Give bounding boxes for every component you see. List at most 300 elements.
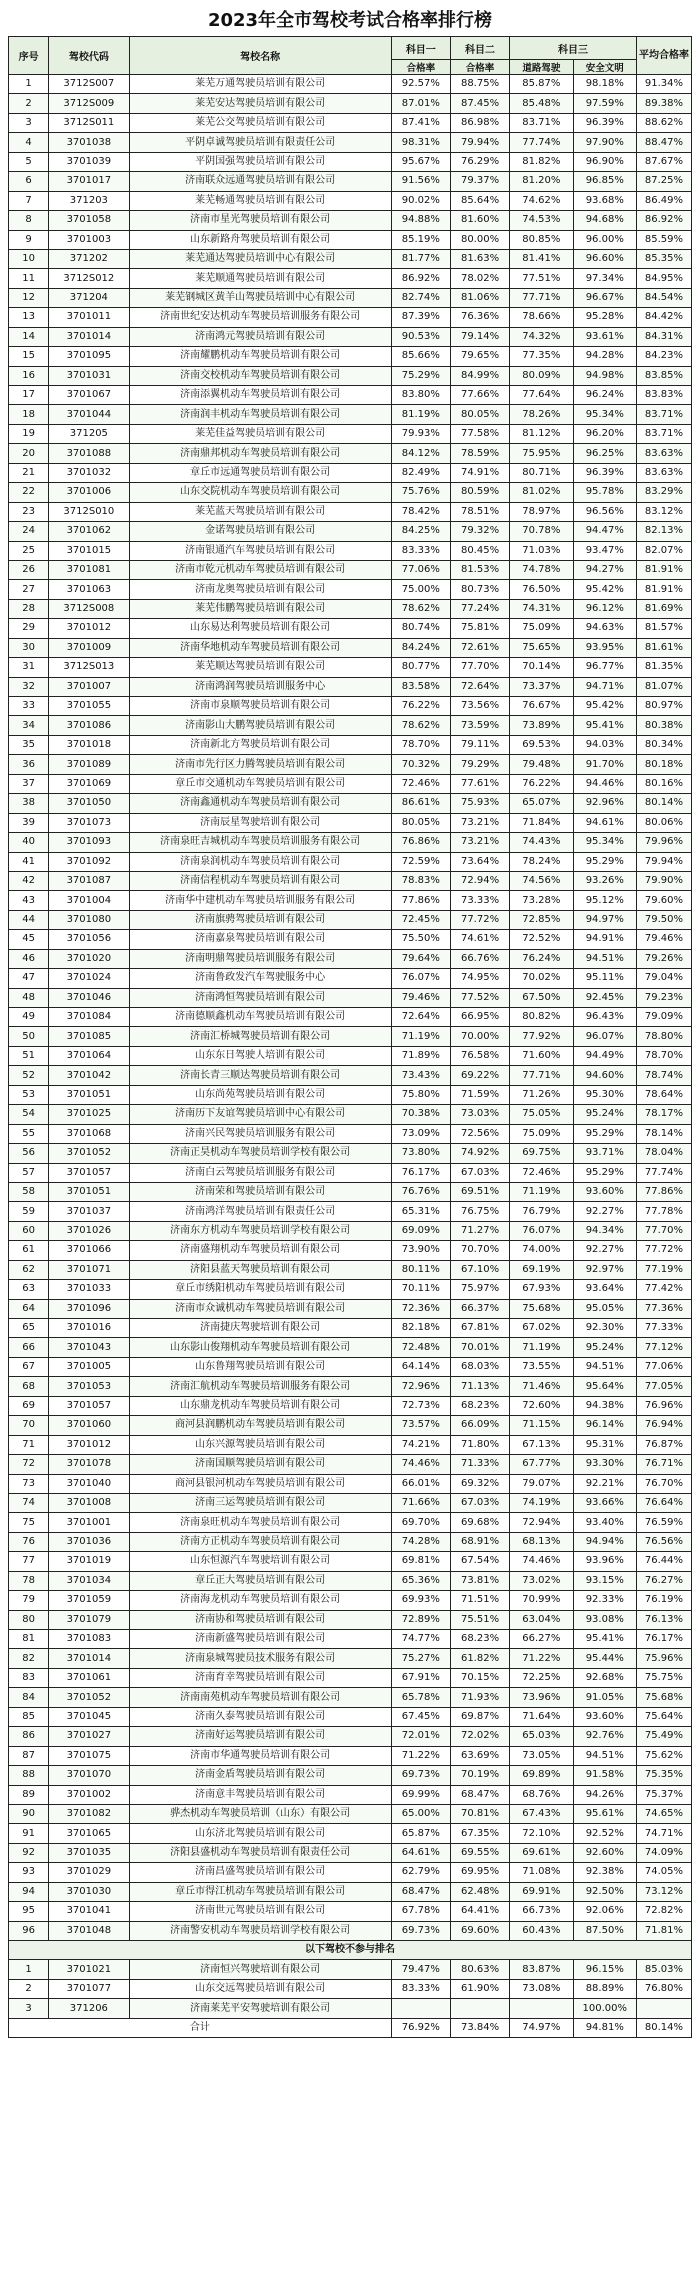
cell-k2: 79.94% bbox=[450, 133, 509, 152]
cell-k1: 64.61% bbox=[391, 1843, 450, 1862]
cell-k3b: 92.52% bbox=[573, 1824, 636, 1843]
cell-name: 莱芜安达驾驶员培训有限公司 bbox=[129, 94, 391, 113]
cell-code: 3701017 bbox=[49, 172, 129, 191]
cell-k3a: 77.71% bbox=[510, 288, 573, 307]
cell-seq: 3 bbox=[9, 1999, 49, 2018]
cell-avg: 84.23% bbox=[636, 347, 691, 366]
cell-avg: 80.38% bbox=[636, 716, 691, 735]
cell-code: 3701051 bbox=[49, 1182, 129, 1201]
cell-avg: 77.86% bbox=[636, 1182, 691, 1201]
cell-avg: 78.70% bbox=[636, 1046, 691, 1065]
cell-avg: 77.19% bbox=[636, 1260, 691, 1279]
cell-seq: 31 bbox=[9, 658, 49, 677]
table-row bbox=[9, 1455, 692, 1474]
table-row bbox=[9, 1532, 692, 1551]
cell-k3a: 71.60% bbox=[510, 1046, 573, 1065]
cell-k3a: 73.02% bbox=[510, 1571, 573, 1590]
table-row bbox=[9, 1785, 692, 1804]
cell-k3b: 87.50% bbox=[573, 1921, 636, 1940]
cell-k3b: 97.90% bbox=[573, 133, 636, 152]
table-row bbox=[9, 1182, 692, 1201]
table-row bbox=[9, 677, 692, 696]
cell-code: 3701073 bbox=[49, 813, 129, 832]
cell-code: 3701046 bbox=[49, 988, 129, 1007]
cell-name: 山东恒源汽车驾驶培训有限公司 bbox=[129, 1552, 391, 1571]
cell-seq: 9 bbox=[9, 230, 49, 249]
table-row bbox=[9, 1163, 692, 1182]
cell-seq: 85 bbox=[9, 1707, 49, 1726]
cell-seq: 43 bbox=[9, 891, 49, 910]
cell-k1: 75.80% bbox=[391, 1085, 450, 1104]
cell-k2: 61.90% bbox=[450, 1979, 509, 1998]
cell-k3b: 97.59% bbox=[573, 94, 636, 113]
cell-k2: 70.70% bbox=[450, 1241, 509, 1260]
cell-avg: 81.35% bbox=[636, 658, 691, 677]
cell-name: 济南市众诚机动车驾驶员培训有限公司 bbox=[129, 1299, 391, 1318]
cell-k3b: 93.64% bbox=[573, 1280, 636, 1299]
cell-name: 济南市泉顺驾驶员培训有限公司 bbox=[129, 697, 391, 716]
cell-avg: 80.16% bbox=[636, 774, 691, 793]
cell-name: 济南鸿元驾驶员培训有限公司 bbox=[129, 327, 391, 346]
cell-seq: 87 bbox=[9, 1746, 49, 1765]
cell-k2: 84.99% bbox=[450, 366, 509, 385]
cell-k3b: 95.29% bbox=[573, 1124, 636, 1143]
cell-seq: 95 bbox=[9, 1902, 49, 1921]
cell-seq: 79 bbox=[9, 1591, 49, 1610]
cell-avg: 80.18% bbox=[636, 755, 691, 774]
cell-seq: 69 bbox=[9, 1396, 49, 1415]
cell-code: 371204 bbox=[49, 288, 129, 307]
table-row bbox=[9, 133, 692, 152]
cell-k1: 76.07% bbox=[391, 969, 450, 988]
cell-k3b: 96.60% bbox=[573, 249, 636, 268]
total-k1: 76.92% bbox=[391, 2018, 450, 2037]
cell-seq: 83 bbox=[9, 1668, 49, 1687]
cell-name: 济南鸿恒驾驶员培训有限公司 bbox=[129, 988, 391, 1007]
cell-k3b: 96.14% bbox=[573, 1416, 636, 1435]
cell-k3a: 72.25% bbox=[510, 1668, 573, 1687]
cell-seq: 61 bbox=[9, 1241, 49, 1260]
cell-avg: 88.62% bbox=[636, 113, 691, 132]
header-k3-safety: 安全文明 bbox=[573, 60, 636, 75]
cell-k3b: 96.07% bbox=[573, 1027, 636, 1046]
cell-k1: 69.93% bbox=[391, 1591, 450, 1610]
cell-k3b: 95.28% bbox=[573, 308, 636, 327]
cell-code: 3701038 bbox=[49, 133, 129, 152]
cell-k2: 73.56% bbox=[450, 697, 509, 716]
cell-seq: 38 bbox=[9, 794, 49, 813]
cell-avg: 83.12% bbox=[636, 502, 691, 521]
cell-seq: 2 bbox=[9, 1979, 49, 1998]
cell-k3b: 93.60% bbox=[573, 1182, 636, 1201]
cell-k3b: 95.41% bbox=[573, 1630, 636, 1649]
table-row bbox=[9, 1299, 692, 1318]
total-label: 合计 bbox=[9, 2018, 392, 2037]
table-row bbox=[9, 755, 692, 774]
cell-seq: 46 bbox=[9, 949, 49, 968]
header-name: 驾校名称 bbox=[129, 37, 391, 75]
cell-avg: 83.63% bbox=[636, 444, 691, 463]
cell-seq: 82 bbox=[9, 1649, 49, 1668]
cell-seq: 3 bbox=[9, 113, 49, 132]
cell-k2: 75.81% bbox=[450, 619, 509, 638]
cell-seq: 20 bbox=[9, 444, 49, 463]
cell-k2: 79.14% bbox=[450, 327, 509, 346]
cell-avg: 84.42% bbox=[636, 308, 691, 327]
cell-seq: 30 bbox=[9, 638, 49, 657]
cell-avg: 75.96% bbox=[636, 1649, 691, 1668]
cell-seq: 81 bbox=[9, 1630, 49, 1649]
cell-k1: 72.46% bbox=[391, 774, 450, 793]
cell-name: 济南长青三顺达驾驶员培训有限公司 bbox=[129, 1066, 391, 1085]
cell-name: 济南信程机动车驾驶员培训有限公司 bbox=[129, 871, 391, 890]
cell-k3a: 71.03% bbox=[510, 541, 573, 560]
cell-seq: 34 bbox=[9, 716, 49, 735]
cell-avg: 81.57% bbox=[636, 619, 691, 638]
cell-k3a: 81.41% bbox=[510, 249, 573, 268]
cell-k3a: 80.71% bbox=[510, 463, 573, 482]
cell-k3b: 92.38% bbox=[573, 1863, 636, 1882]
table-row bbox=[9, 1630, 692, 1649]
cell-k2: 77.52% bbox=[450, 988, 509, 1007]
cell-k3a: 81.82% bbox=[510, 152, 573, 171]
cell-k1: 67.45% bbox=[391, 1707, 450, 1726]
cell-avg: 73.12% bbox=[636, 1882, 691, 1901]
table-row bbox=[9, 1046, 692, 1065]
cell-k3a: 85.48% bbox=[510, 94, 573, 113]
cell-seq: 1 bbox=[9, 75, 49, 94]
cell-avg: 76.44% bbox=[636, 1552, 691, 1571]
cell-name: 济南恒兴驾驶培训有限公司 bbox=[129, 1960, 391, 1979]
cell-k3a: 71.19% bbox=[510, 1338, 573, 1357]
table-row bbox=[9, 871, 692, 890]
table-row bbox=[9, 1338, 692, 1357]
cell-name: 济南龙奥驾驶员培训有限公司 bbox=[129, 580, 391, 599]
cell-code: 3701089 bbox=[49, 755, 129, 774]
cell-k2: 66.95% bbox=[450, 1008, 509, 1027]
cell-k2: 67.03% bbox=[450, 1163, 509, 1182]
cell-k3b: 95.78% bbox=[573, 483, 636, 502]
table-row bbox=[9, 1396, 692, 1415]
cell-seq: 40 bbox=[9, 833, 49, 852]
cell-k2 bbox=[450, 1999, 509, 2018]
cell-code: 3701085 bbox=[49, 1027, 129, 1046]
cell-name: 山东兴源驾驶员培训有限公司 bbox=[129, 1435, 391, 1454]
header-k1-pass: 合格率 bbox=[391, 60, 450, 75]
table-row bbox=[9, 249, 692, 268]
table-row bbox=[9, 1804, 692, 1823]
cell-name: 济南市华通驾驶员培训有限公司 bbox=[129, 1746, 391, 1765]
cell-avg: 81.91% bbox=[636, 580, 691, 599]
cell-k3a: 60.43% bbox=[510, 1921, 573, 1940]
cell-name: 济南正昊机动车驾驶员培训学校有限公司 bbox=[129, 1144, 391, 1163]
cell-name: 济南育幸驾驶员培训有限公司 bbox=[129, 1668, 391, 1687]
cell-k3a: 71.22% bbox=[510, 1649, 573, 1668]
cell-seq: 52 bbox=[9, 1066, 49, 1085]
cell-name: 济南金盾驾驶员培训有限公司 bbox=[129, 1766, 391, 1785]
table-row bbox=[9, 94, 692, 113]
cell-k3a: 65.07% bbox=[510, 794, 573, 813]
cell-k3a: 67.02% bbox=[510, 1319, 573, 1338]
header-k1: 科目一 bbox=[391, 37, 450, 60]
cell-k2: 68.23% bbox=[450, 1630, 509, 1649]
header-k3: 科目三 bbox=[510, 37, 637, 60]
cell-k3b: 94.51% bbox=[573, 949, 636, 968]
cell-k3a: 71.64% bbox=[510, 1707, 573, 1726]
cell-k3b: 95.44% bbox=[573, 1649, 636, 1668]
cell-code: 3701026 bbox=[49, 1221, 129, 1240]
cell-name: 济南旗骋驾驶员培训有限公司 bbox=[129, 910, 391, 929]
cell-k3a: 74.19% bbox=[510, 1493, 573, 1512]
cell-k2: 71.93% bbox=[450, 1688, 509, 1707]
cell-k3b: 94.34% bbox=[573, 1221, 636, 1240]
cell-seq: 25 bbox=[9, 541, 49, 560]
cell-avg: 75.75% bbox=[636, 1668, 691, 1687]
table-row bbox=[9, 483, 692, 502]
cell-seq: 88 bbox=[9, 1766, 49, 1785]
cell-k3b: 95.42% bbox=[573, 697, 636, 716]
cell-k2: 64.41% bbox=[450, 1902, 509, 1921]
cell-k1 bbox=[391, 1999, 450, 2018]
cell-name: 章丘正大驾驶员培训有限公司 bbox=[129, 1571, 391, 1590]
table-row bbox=[9, 560, 692, 579]
table-row bbox=[9, 522, 692, 541]
cell-code: 3712S011 bbox=[49, 113, 129, 132]
cell-avg: 79.09% bbox=[636, 1008, 691, 1027]
cell-code: 3701029 bbox=[49, 1863, 129, 1882]
cell-k1: 74.46% bbox=[391, 1455, 450, 1474]
cell-k3a: 73.55% bbox=[510, 1357, 573, 1376]
cell-k3a: 72.94% bbox=[510, 1513, 573, 1532]
cell-k2: 76.75% bbox=[450, 1202, 509, 1221]
cell-k3b: 94.03% bbox=[573, 735, 636, 754]
table-row bbox=[9, 599, 692, 618]
cell-k1: 73.09% bbox=[391, 1124, 450, 1143]
cell-seq: 92 bbox=[9, 1843, 49, 1862]
cell-k1: 70.11% bbox=[391, 1280, 450, 1299]
cell-k1: 91.56% bbox=[391, 172, 450, 191]
table-row bbox=[9, 833, 692, 852]
cell-k3a: 77.35% bbox=[510, 347, 573, 366]
cell-code: 3701056 bbox=[49, 930, 129, 949]
cell-code: 3701002 bbox=[49, 1785, 129, 1804]
table-row bbox=[9, 288, 692, 307]
cell-code: 3701075 bbox=[49, 1746, 129, 1765]
cell-k3b: 96.20% bbox=[573, 424, 636, 443]
cell-avg: 86.49% bbox=[636, 191, 691, 210]
cell-k3b: 94.91% bbox=[573, 930, 636, 949]
cell-k2: 73.81% bbox=[450, 1571, 509, 1590]
cell-avg: 76.64% bbox=[636, 1493, 691, 1512]
cell-k2: 74.61% bbox=[450, 930, 509, 949]
cell-seq: 22 bbox=[9, 483, 49, 502]
cell-seq: 76 bbox=[9, 1532, 49, 1551]
cell-k3b: 92.06% bbox=[573, 1902, 636, 1921]
cell-k1: 80.74% bbox=[391, 619, 450, 638]
cell-k2: 73.59% bbox=[450, 716, 509, 735]
cell-k3a: 71.46% bbox=[510, 1377, 573, 1396]
cell-k2: 66.09% bbox=[450, 1416, 509, 1435]
cell-k3a: 75.65% bbox=[510, 638, 573, 657]
cell-code: 3712S013 bbox=[49, 658, 129, 677]
cell-avg: 84.31% bbox=[636, 327, 691, 346]
cell-k3a: 67.77% bbox=[510, 1455, 573, 1474]
cell-code: 3701052 bbox=[49, 1688, 129, 1707]
cell-avg: 83.63% bbox=[636, 463, 691, 482]
cell-k2: 69.68% bbox=[450, 1513, 509, 1532]
cell-code: 3701036 bbox=[49, 1532, 129, 1551]
table-row bbox=[9, 1513, 692, 1532]
cell-name: 济南南苑机动车驾驶员培训有限公司 bbox=[129, 1688, 391, 1707]
cell-k1: 82.49% bbox=[391, 463, 450, 482]
cell-code: 3701061 bbox=[49, 1668, 129, 1687]
cell-code: 3701079 bbox=[49, 1610, 129, 1629]
cell-k1: 75.29% bbox=[391, 366, 450, 385]
cell-k3a: 74.78% bbox=[510, 560, 573, 579]
cell-k1: 86.61% bbox=[391, 794, 450, 813]
cell-seq: 67 bbox=[9, 1357, 49, 1376]
cell-k3a: 83.71% bbox=[510, 113, 573, 132]
table-row bbox=[9, 1066, 692, 1085]
header-code: 驾校代码 bbox=[49, 37, 129, 75]
cell-seq: 54 bbox=[9, 1105, 49, 1124]
total-k2: 73.84% bbox=[450, 2018, 509, 2037]
cell-k2: 76.36% bbox=[450, 308, 509, 327]
cell-seq: 89 bbox=[9, 1785, 49, 1804]
table-row bbox=[9, 1280, 692, 1299]
table-row bbox=[9, 172, 692, 191]
cell-avg: 85.59% bbox=[636, 230, 691, 249]
cell-seq: 14 bbox=[9, 327, 49, 346]
table-row bbox=[9, 541, 692, 560]
cell-k2: 73.21% bbox=[450, 813, 509, 832]
cell-avg: 77.33% bbox=[636, 1319, 691, 1338]
cell-k1: 71.66% bbox=[391, 1493, 450, 1512]
cell-name: 济南泉城驾驶员技术服务有限公司 bbox=[129, 1649, 391, 1668]
cell-k2: 70.00% bbox=[450, 1027, 509, 1046]
cell-k3a: 65.03% bbox=[510, 1727, 573, 1746]
table-row bbox=[9, 1260, 692, 1279]
cell-k1: 69.99% bbox=[391, 1785, 450, 1804]
cell-avg: 88.47% bbox=[636, 133, 691, 152]
cell-avg: 83.83% bbox=[636, 386, 691, 405]
cell-k1: 69.73% bbox=[391, 1766, 450, 1785]
cell-seq: 21 bbox=[9, 463, 49, 482]
cell-k1: 73.43% bbox=[391, 1066, 450, 1085]
cell-k3b: 91.05% bbox=[573, 1688, 636, 1707]
cell-code: 3701041 bbox=[49, 1902, 129, 1921]
cell-code: 3701087 bbox=[49, 871, 129, 890]
cell-k3a: 66.73% bbox=[510, 1902, 573, 1921]
cell-code: 3701057 bbox=[49, 1163, 129, 1182]
table-row bbox=[9, 891, 692, 910]
table-row bbox=[9, 1668, 692, 1687]
cell-k2: 77.70% bbox=[450, 658, 509, 677]
cell-k3a: 74.56% bbox=[510, 871, 573, 890]
cell-seq: 86 bbox=[9, 1727, 49, 1746]
cell-k1: 75.27% bbox=[391, 1649, 450, 1668]
table-row bbox=[9, 1085, 692, 1104]
cell-name: 济南汇桥城驾驶员培训有限公司 bbox=[129, 1027, 391, 1046]
cell-k3a: 75.05% bbox=[510, 1105, 573, 1124]
cell-k3a: 72.10% bbox=[510, 1824, 573, 1843]
cell-name: 济南德顺鑫机动车驾驶员培训有限公司 bbox=[129, 1008, 391, 1027]
cell-avg: 74.09% bbox=[636, 1843, 691, 1862]
cell-k3b: 94.38% bbox=[573, 1396, 636, 1415]
cell-k1: 90.53% bbox=[391, 327, 450, 346]
cell-seq: 84 bbox=[9, 1688, 49, 1707]
unranked-row bbox=[9, 1999, 692, 2018]
cell-code: 3701068 bbox=[49, 1124, 129, 1143]
cell-k1: 80.05% bbox=[391, 813, 450, 832]
cell-name: 济南联众远通驾驶员培训有限公司 bbox=[129, 172, 391, 191]
cell-k3b: 96.56% bbox=[573, 502, 636, 521]
cell-k3a: 73.05% bbox=[510, 1746, 573, 1765]
cell-k3b: 93.96% bbox=[573, 1552, 636, 1571]
cell-name: 济南盛翔机动车驾驶员培训有限公司 bbox=[129, 1241, 391, 1260]
cell-seq: 74 bbox=[9, 1493, 49, 1512]
cell-code: 3712S009 bbox=[49, 94, 129, 113]
cell-k1: 72.96% bbox=[391, 1377, 450, 1396]
cell-k3b: 96.67% bbox=[573, 288, 636, 307]
table-row bbox=[9, 269, 692, 288]
cell-seq: 59 bbox=[9, 1202, 49, 1221]
cell-seq: 60 bbox=[9, 1221, 49, 1240]
cell-k3b: 96.24% bbox=[573, 386, 636, 405]
cell-name: 济南添翼机动车驾驶员培训有限公司 bbox=[129, 386, 391, 405]
cell-seq: 93 bbox=[9, 1863, 49, 1882]
cell-code: 3701027 bbox=[49, 1727, 129, 1746]
cell-k2: 81.06% bbox=[450, 288, 509, 307]
cell-k1: 70.38% bbox=[391, 1105, 450, 1124]
cell-avg: 75.68% bbox=[636, 1688, 691, 1707]
cell-k1: 74.77% bbox=[391, 1630, 450, 1649]
cell-code: 3701069 bbox=[49, 774, 129, 793]
cell-k2: 72.94% bbox=[450, 871, 509, 890]
cell-k2: 69.60% bbox=[450, 1921, 509, 1940]
table-row bbox=[9, 1649, 692, 1668]
cell-code: 3701063 bbox=[49, 580, 129, 599]
table-row bbox=[9, 152, 692, 171]
cell-k2: 70.19% bbox=[450, 1766, 509, 1785]
table-row bbox=[9, 1843, 692, 1862]
cell-k2: 69.55% bbox=[450, 1843, 509, 1862]
cell-avg bbox=[636, 1999, 691, 2018]
cell-k1: 75.76% bbox=[391, 483, 450, 502]
total-row bbox=[9, 2018, 692, 2037]
cell-avg: 81.91% bbox=[636, 560, 691, 579]
cell-k3b: 95.34% bbox=[573, 833, 636, 852]
cell-k3a: 80.85% bbox=[510, 230, 573, 249]
unranked-row bbox=[9, 1979, 692, 1998]
cell-k2: 72.61% bbox=[450, 638, 509, 657]
table-row bbox=[9, 1591, 692, 1610]
cell-name: 济南历下友谊驾驶员培训中心有限公司 bbox=[129, 1105, 391, 1124]
cell-avg: 77.12% bbox=[636, 1338, 691, 1357]
cell-seq: 10 bbox=[9, 249, 49, 268]
cell-k3a: 72.52% bbox=[510, 930, 573, 949]
cell-seq: 29 bbox=[9, 619, 49, 638]
cell-k1: 69.70% bbox=[391, 1513, 450, 1532]
cell-k1: 72.73% bbox=[391, 1396, 450, 1415]
cell-k3b: 95.05% bbox=[573, 1299, 636, 1318]
cell-k2: 67.10% bbox=[450, 1260, 509, 1279]
cell-k2: 71.59% bbox=[450, 1085, 509, 1104]
cell-k3a: 83.87% bbox=[510, 1960, 573, 1979]
cell-seq: 35 bbox=[9, 735, 49, 754]
cell-avg: 77.78% bbox=[636, 1202, 691, 1221]
cell-k2: 73.64% bbox=[450, 852, 509, 871]
